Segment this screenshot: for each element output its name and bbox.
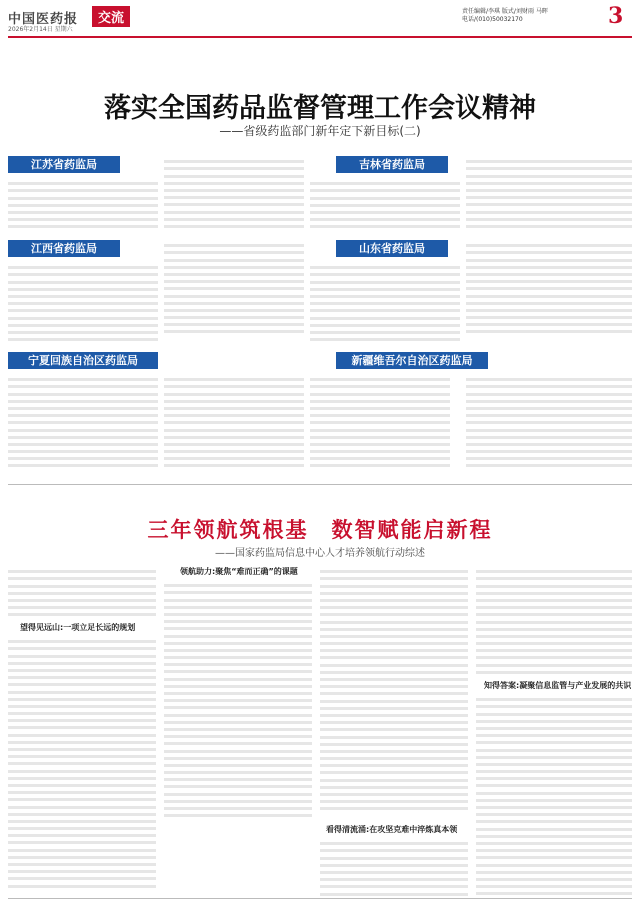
subsection-heading: 领航助力:聚焦“难而正确”的课题 <box>180 567 298 576</box>
article2-body-col3 <box>320 566 468 818</box>
article-body-jiangxi-cont <box>164 240 304 340</box>
issue-date: 2026年2月14日 星期六 <box>8 26 73 33</box>
region-box-jiangsu: 江苏省药监局 <box>8 156 120 173</box>
article-body-jilin-cont <box>466 156 632 234</box>
article2-body-col3b <box>320 838 468 896</box>
phone-line: 电话/(010)50032170 <box>462 16 523 23</box>
subsection-heading: 看得清流涌:在攻坚克难中淬炼真本领 <box>326 825 458 834</box>
article-body-jiangxi <box>8 262 158 342</box>
subsection-heading: 知得答案:凝聚信息监管与产业发展的共识 <box>484 681 632 690</box>
masthead <box>0 0 640 34</box>
article-body-ningxia-cont2 <box>310 374 450 474</box>
region-box-xinjiang: 新疆维吾尔自治区药监局 <box>336 352 488 369</box>
article2-body-col4b <box>476 694 632 896</box>
article2-intro <box>8 566 156 618</box>
section-badge: 交流 <box>92 6 130 27</box>
bottom-divider <box>8 898 632 899</box>
header-divider <box>8 36 632 38</box>
article-body-ningxia <box>8 374 158 474</box>
article2-body-col2 <box>164 580 312 820</box>
section-divider <box>8 484 632 485</box>
subsection-heading: 望得见远山:一项立足长远的规划 <box>20 623 136 632</box>
region-box-jilin: 吉林省药监局 <box>336 156 448 173</box>
region-box-ningxia: 宁夏回族自治区药监局 <box>8 352 158 369</box>
article-body-jiangsu <box>8 178 158 234</box>
article2-subtitle: ——国家药监局信息中心人才培养领航行动综述 <box>215 548 425 559</box>
editor-credits <box>462 8 548 24</box>
region-box-shandong: 山东省药监局 <box>336 240 448 257</box>
newspaper-logo: 中国医药报 <box>8 12 79 27</box>
editor-line: 责任编辑/李琪 版式/刘财雨 马晖 <box>462 8 548 15</box>
article-body-ningxia-cont <box>164 374 304 474</box>
main-headline: 落实全国药品监督管理工作会议精神 <box>104 93 536 124</box>
article-body-xinjiang <box>466 374 632 474</box>
article-body-jilin <box>310 178 460 234</box>
article-body-jiangsu-cont <box>164 156 304 234</box>
article2-title: 三年领航筑根基 数智赋能启新程 <box>147 517 493 542</box>
article2-body-col1 <box>8 636 156 896</box>
article-body-shandong <box>310 262 460 342</box>
page-number: 3 <box>608 3 624 29</box>
article-body-shandong-cont <box>466 240 632 340</box>
article2-body-col4 <box>476 566 632 674</box>
region-box-jiangxi: 江西省药监局 <box>8 240 120 257</box>
main-subheadline: ——省级药监部门新年定下新目标(二) <box>219 124 421 138</box>
